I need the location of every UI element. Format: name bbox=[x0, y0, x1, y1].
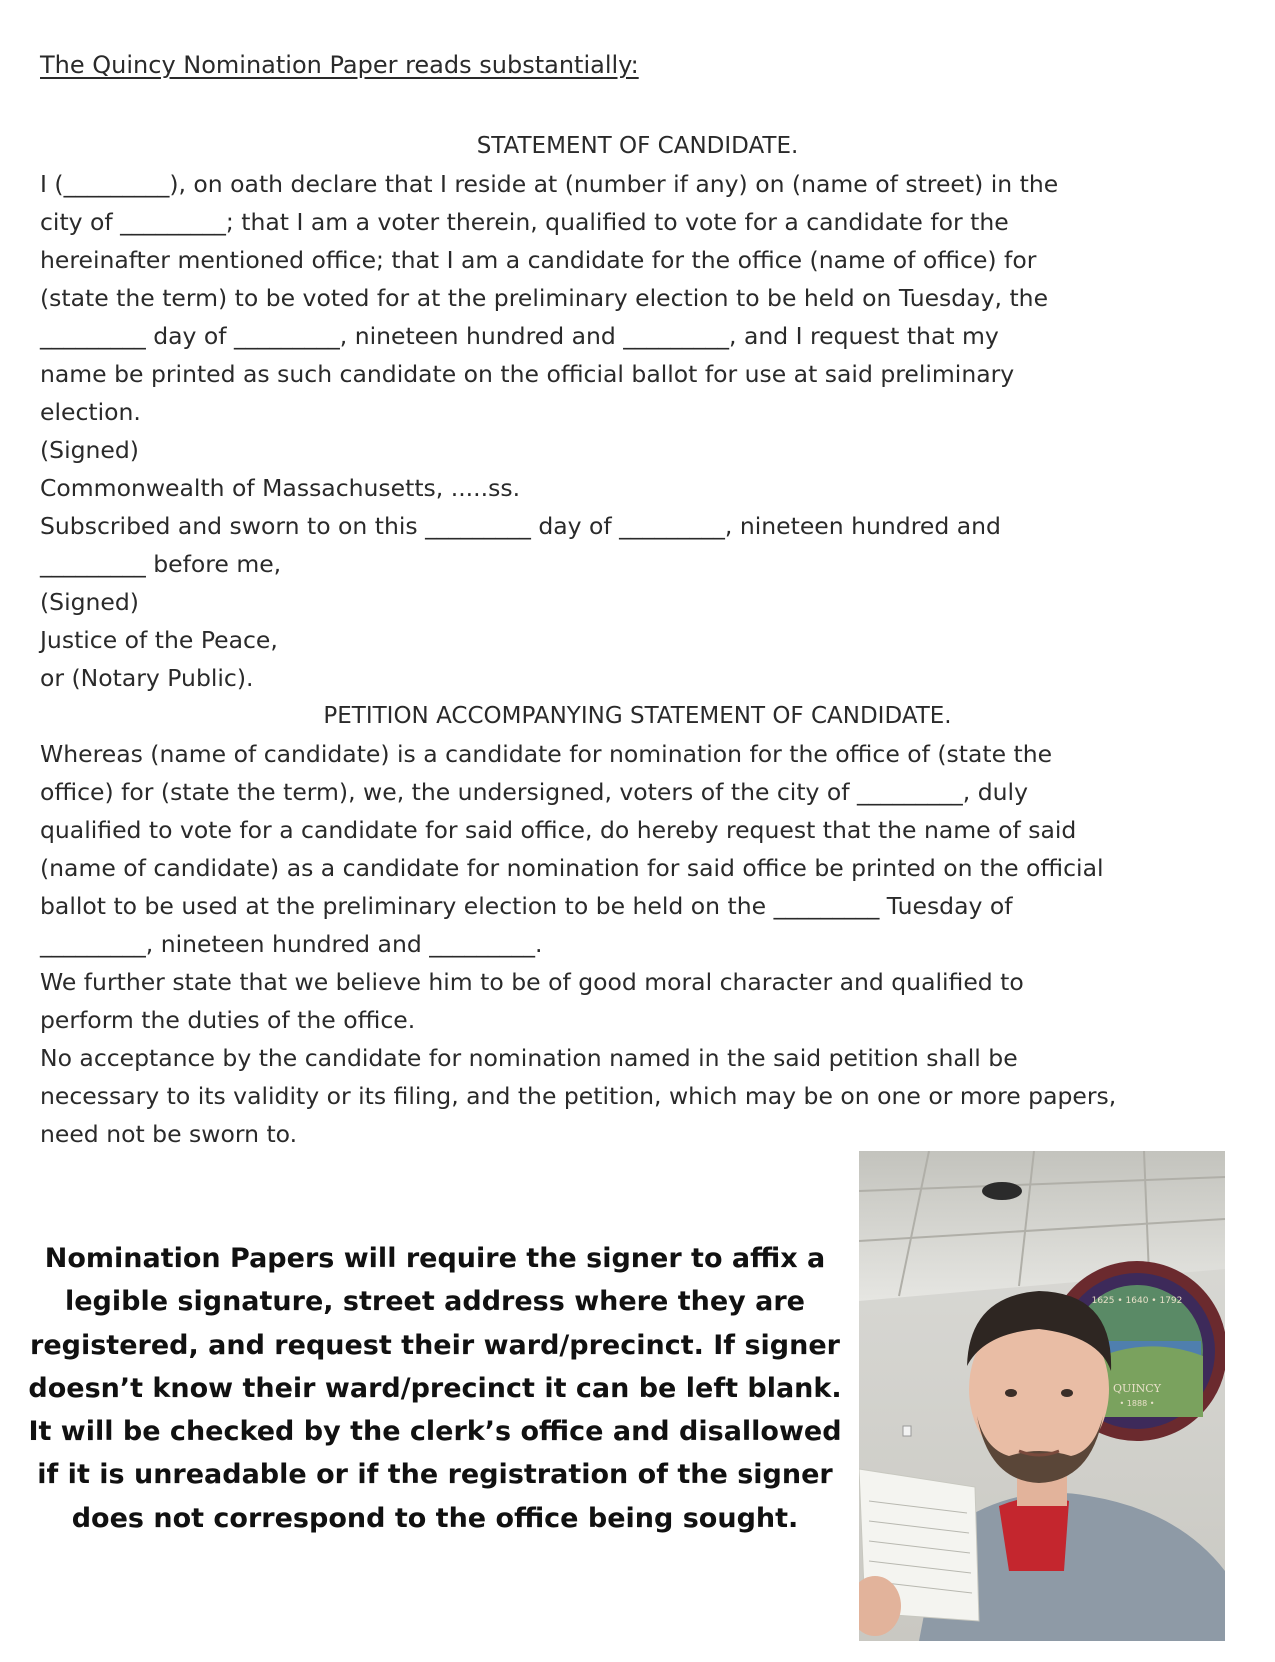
signer-requirements-notice bbox=[25, 1237, 845, 1540]
statement-line: _________ day of _________, nineteen hundred and _________, and I request that my bbox=[40, 322, 999, 351]
shirt bbox=[999, 1497, 1069, 1571]
petition-title: PETITION ACCOMPANYING STATEMENT OF CANDIDATE. bbox=[323, 703, 952, 730]
statement-line: (Signed) bbox=[40, 436, 139, 465]
statement-line: or (Notary Public). bbox=[40, 664, 254, 693]
statement-line: _________ before me, bbox=[40, 550, 282, 579]
notice-line: Nomination Papers will require the signer to affix a bbox=[44, 1243, 826, 1274]
petition-line: _________, nineteen hundred and _________. bbox=[40, 930, 543, 959]
statement-of-candidate bbox=[40, 127, 1235, 697]
petition-body bbox=[40, 735, 1235, 1153]
notice-line: It will be checked by the clerk’s office and disallowed bbox=[28, 1416, 842, 1448]
notice-line: if it is unreadable or if the registration of the signer bbox=[37, 1459, 833, 1491]
petition-line: necessary to its validity or its filing, and the petition, which may be on one or more papers, bbox=[40, 1082, 1117, 1111]
notice-line: legible signature, street address where they are bbox=[64, 1286, 805, 1318]
statement-line: I (_________), on oath declare that I reside at (number if any) on (name of street) in the bbox=[40, 170, 1059, 199]
statement-line: city of _________; that I am a voter therein, qualified to vote for a candidate for the bbox=[40, 208, 1009, 237]
statement-line: (Signed) bbox=[40, 588, 139, 617]
document-page bbox=[40, 40, 1235, 1153]
petition-line: need not be sworn to. bbox=[40, 1120, 298, 1149]
petition-line: qualified to vote for a candidate for said office, do hereby request that the name of said bbox=[40, 816, 1077, 845]
seal-year: • 1888 • bbox=[1119, 1399, 1155, 1408]
petition-line: Whereas (name of candidate) is a candidate for nomination for the office of (state the bbox=[40, 740, 1053, 769]
notice-line: doesn’t know their ward/precinct it can be left blank. bbox=[28, 1372, 842, 1404]
nomination-paper-held bbox=[859, 1469, 979, 1636]
statement-line: Subscribed and sworn to on this _________ day of _________, nineteen hundred and bbox=[40, 512, 1001, 541]
petition-line: We further state that we believe him to be of good moral character and qualified to bbox=[40, 968, 1024, 997]
petition-line: perform the duties of the office. bbox=[40, 1006, 416, 1035]
petition-line: No acceptance by the candidate for nomination named in the said petition shall be bbox=[40, 1044, 1018, 1073]
petition-line: ballot to be used at the preliminary election to be held on the _________ Tuesday of bbox=[40, 892, 1013, 921]
page-heading: The Quincy Nomination Paper reads substantially: bbox=[40, 51, 639, 79]
candidate-photo-illustration bbox=[859, 1151, 1225, 1641]
statement-line: Justice of the Peace, bbox=[40, 626, 278, 655]
statement-line: (state the term) to be voted for at the preliminary election to be held on Tuesday, the bbox=[40, 284, 1049, 313]
notice-line: does not correspond to the office being sought. bbox=[71, 1502, 799, 1534]
statement-title: STATEMENT OF CANDIDATE. bbox=[476, 133, 799, 160]
petition-section bbox=[40, 697, 1235, 1153]
statement-body bbox=[40, 165, 1235, 697]
notice-line: registered, and request their ward/precinct. If signer bbox=[30, 1329, 840, 1361]
petition-line: office) for (state the term), we, the undersigned, voters of the city of _________, duly bbox=[40, 778, 1028, 807]
statement-line: Commonwealth of Massachusetts, .....ss. bbox=[40, 474, 521, 503]
ceiling-light-icon bbox=[982, 1182, 1022, 1200]
seal-name: QUINCY bbox=[1113, 1382, 1161, 1395]
thermostat bbox=[903, 1426, 911, 1436]
statement-line: election. bbox=[40, 398, 141, 427]
seal-top-text: 1625 • 1640 • 1792 bbox=[1091, 1296, 1183, 1306]
statement-line: hereinafter mentioned office; that I am a candidate for the office (name of office) for bbox=[40, 246, 1037, 275]
statement-line: name be printed as such candidate on the official ballot for use at said preliminary bbox=[40, 360, 1015, 389]
petition-line: (name of candidate) as a candidate for nomination for said office be printed on the official bbox=[40, 854, 1104, 883]
candidate-photo bbox=[859, 1151, 1225, 1641]
